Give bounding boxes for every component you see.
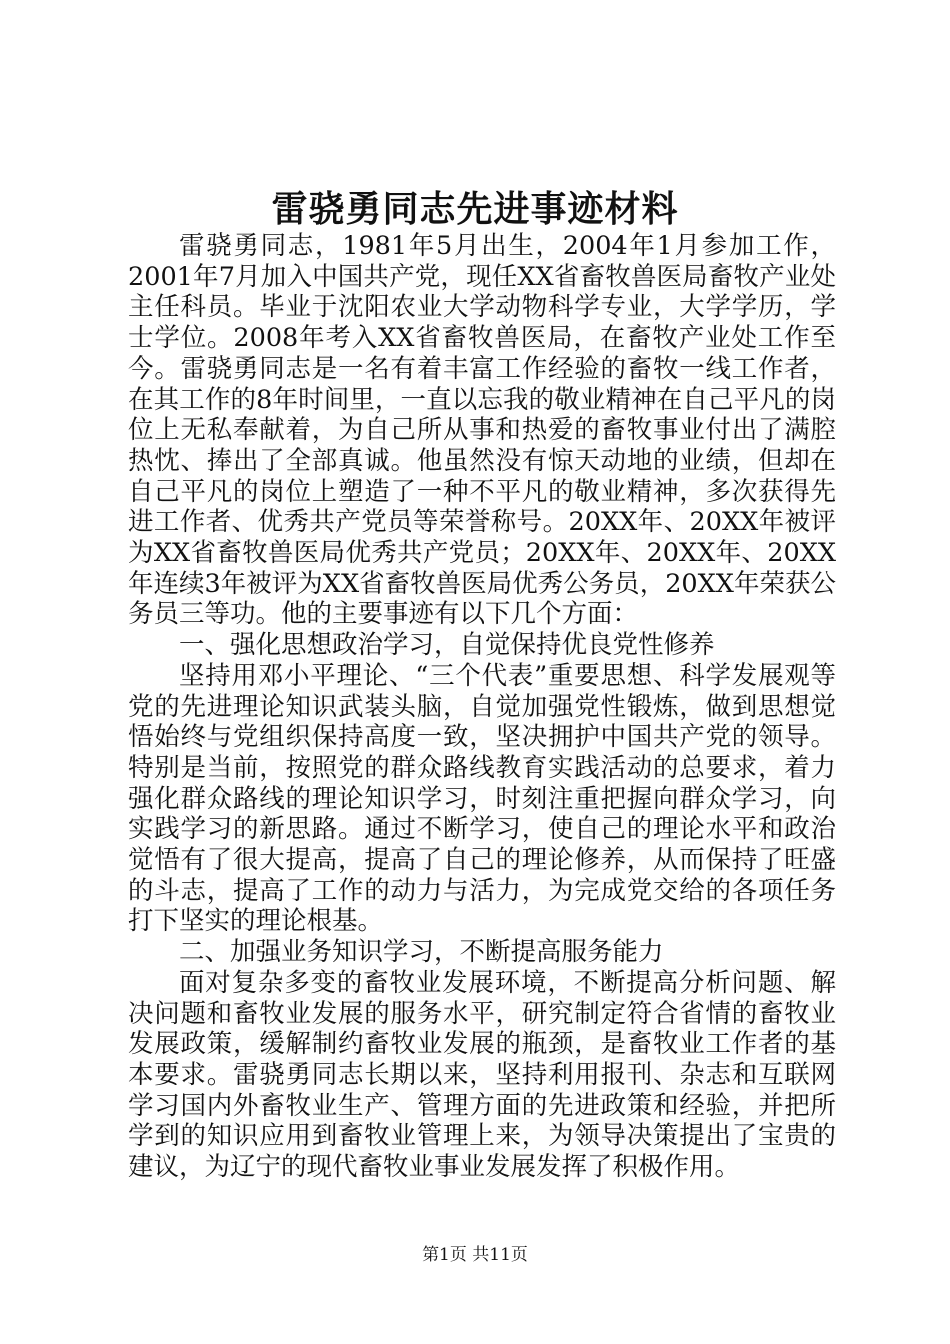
intro-paragraph: 雷骁勇同志，1981年5月出生，2004年1月参加工作，2001年7月加入中国共产党，现任XX省畜牧兽医局畜牧产业处主任科员。毕业于沈阳农业大学动物科学专业，大学学历，学士学位。2008年考入XX省畜牧兽医局，在畜牧产业处工作至今。雷骁勇同志是一名有着丰富工作经验的畜牧一线工作者，在其工作的8年时间里，一直以忘我的敬业精神在自己平凡的岗位上无私奉献着，为自己所从事和热爱的畜牧事业付出了满腔热忱、捧出了全部真诚。他虽然没有惊天动地的业绩，但却在自己平凡的岗位上塑造了一种不平凡的敬业精神，多次获得先进工作者、优秀共产党员等荣誉称号。20XX年、20XX年被评为XX省畜牧兽医局优秀共产党员；20XX年、20XX年、20XX年连续3年被评为XX省畜牧兽医局优秀公务员，20XX年荣获公务员三等功。他的主要事迹有以下几个方面： <box>128 231 836 630</box>
section-heading-2: 二、加强业务知识学习，不断提高服务能力 <box>179 937 664 968</box>
document-title: 雷骁勇同志先进事迹材料 <box>271 188 679 230</box>
section-paragraph-2: 面对复杂多变的畜牧业发展环境，不断提高分析问题、解决问题和畜牧业发展的服务水平，研究制定符合省情的畜牧业发展政策，缓解制约畜牧业发展的瓶颈，是畜牧业工作者的基本要求。雷骁勇同志长期以来，坚持利用报刊、杂志和互联网学习国内外畜牧业生产、管理方面的先进政策和经验，并把所学到的知识应用到畜牧业管理上来，为领导决策提出了宝贵的建议，为辽宁的现代畜牧业事业发展发挥了积极作用。 <box>128 967 836 1183</box>
section-heading-1: 一、强化思想政治学习，自觉保持优良党性修养 <box>179 630 715 661</box>
document-body <box>128 231 836 1183</box>
page-footer: 第1页 共11页 <box>422 1245 528 1265</box>
section-paragraph-1: 坚持用邓小平理论、“三个代表”重要思想、科学发展观等党的先进理论知识武装头脑，自觉加强党性锻炼，做到思想觉悟始终与党组织保持高度一致，坚决拥护中国共产党的领导。特别是当前，按照党的群众路线教育实践活动的总要求，着力强化群众路线的理论知识学习，时刻注重把握向群众学习，向实践学习的新思路。通过不断学习，使自己的理论水平和政治觉悟有了很大提高，提高了自己的理论修养，从而保持了旺盛的斗志，提高了工作的动力与活力，为完成党交给的各项任务打下坚实的理论根基。 <box>128 660 836 937</box>
